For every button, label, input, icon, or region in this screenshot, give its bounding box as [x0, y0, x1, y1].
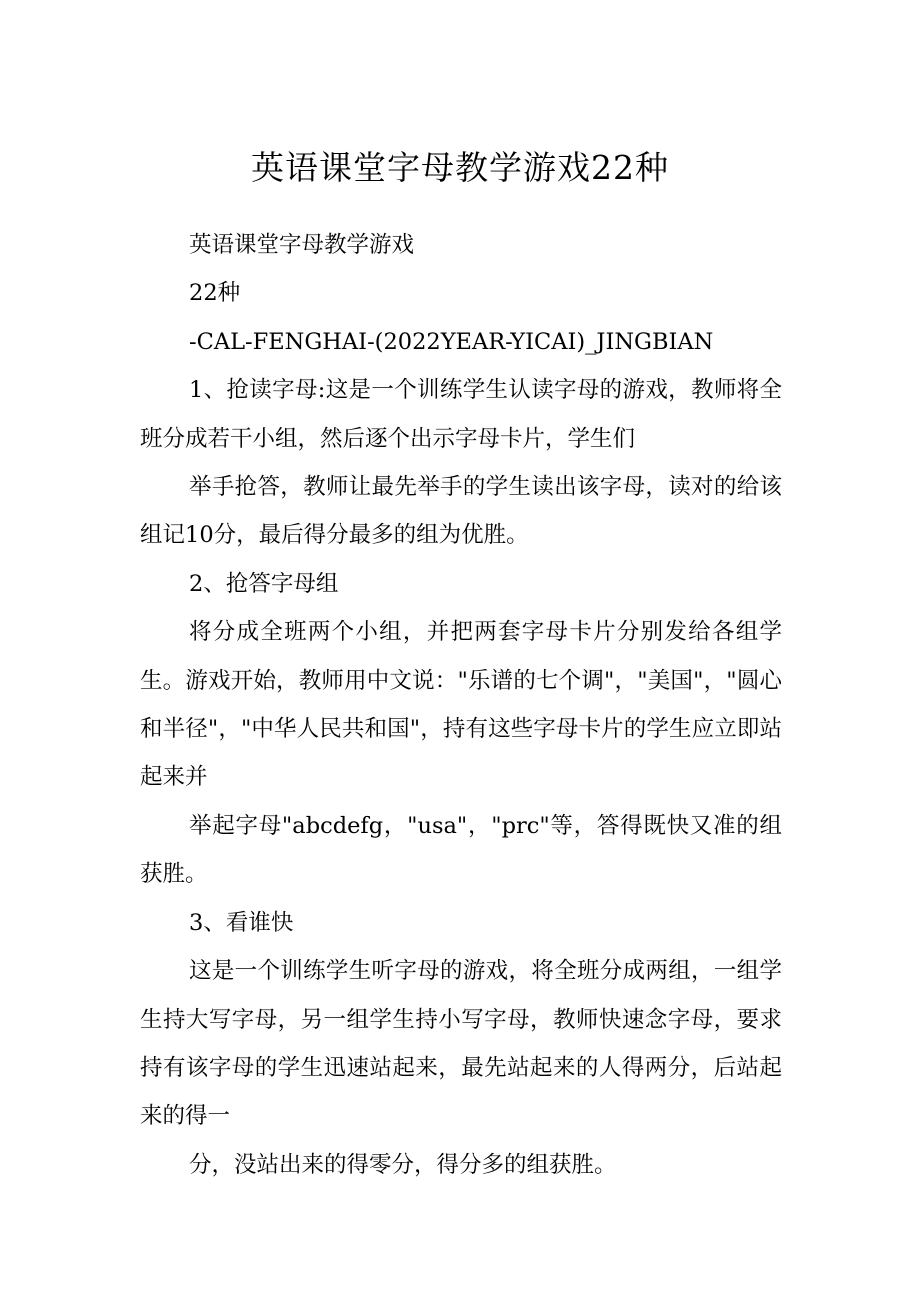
paragraph-game-3: 这是一个训练学生听字母的游戏，将全班分成两组，一组学生持大写字母，另一组学生持小写字母，教师快速念字母，要求持有该字母的学生迅速站起来，最先站起来的人得两分，后站起来的得一 [140, 958, 782, 1130]
paragraph-game-2-continued: 举起字母"abcdefg，"usa"，"prc"等，答得既快又准的组获胜。 [140, 812, 782, 888]
heading-game-3: 3、看谁快 [189, 909, 294, 936]
subtitle-line: 英语课堂字母教学游戏 [189, 232, 415, 258]
paragraph-game-3-continued: 分，没站出来的得零分，得分多的组获胜。 [189, 1151, 617, 1178]
document-title: 英语课堂字母教学游戏22种 [251, 148, 669, 187]
paragraph-game-1: 1、抢读字母:这是一个训练学生认读字母的游戏，教师将全班分成若干小组，然后逐个出示字母卡片，学生们 [140, 377, 782, 452]
subtitle-count: 22种 [189, 280, 241, 307]
paragraph-game-1-continued: 举手抢答，教师让最先举手的学生读出该字母，读对的给该组记10分，最后得分最多的组为优胜。 [140, 474, 782, 549]
code-line: -CAL-FENGHAI-(2022YEAR-YICAI)_JINGBIAN [189, 328, 714, 355]
heading-game-2: 2、抢答字母组 [189, 570, 339, 597]
document-body [140, 221, 782, 1189]
paragraph-game-2: 将分成全班两个小组，并把两套字母卡片分别发给各组学生。游戏开始，教师用中文说："乐谱的七个调"，"美国"，"圆心和半径"，"中华人民共和国"，持有这些字母卡片的学生应立即站起来并 [140, 619, 782, 791]
